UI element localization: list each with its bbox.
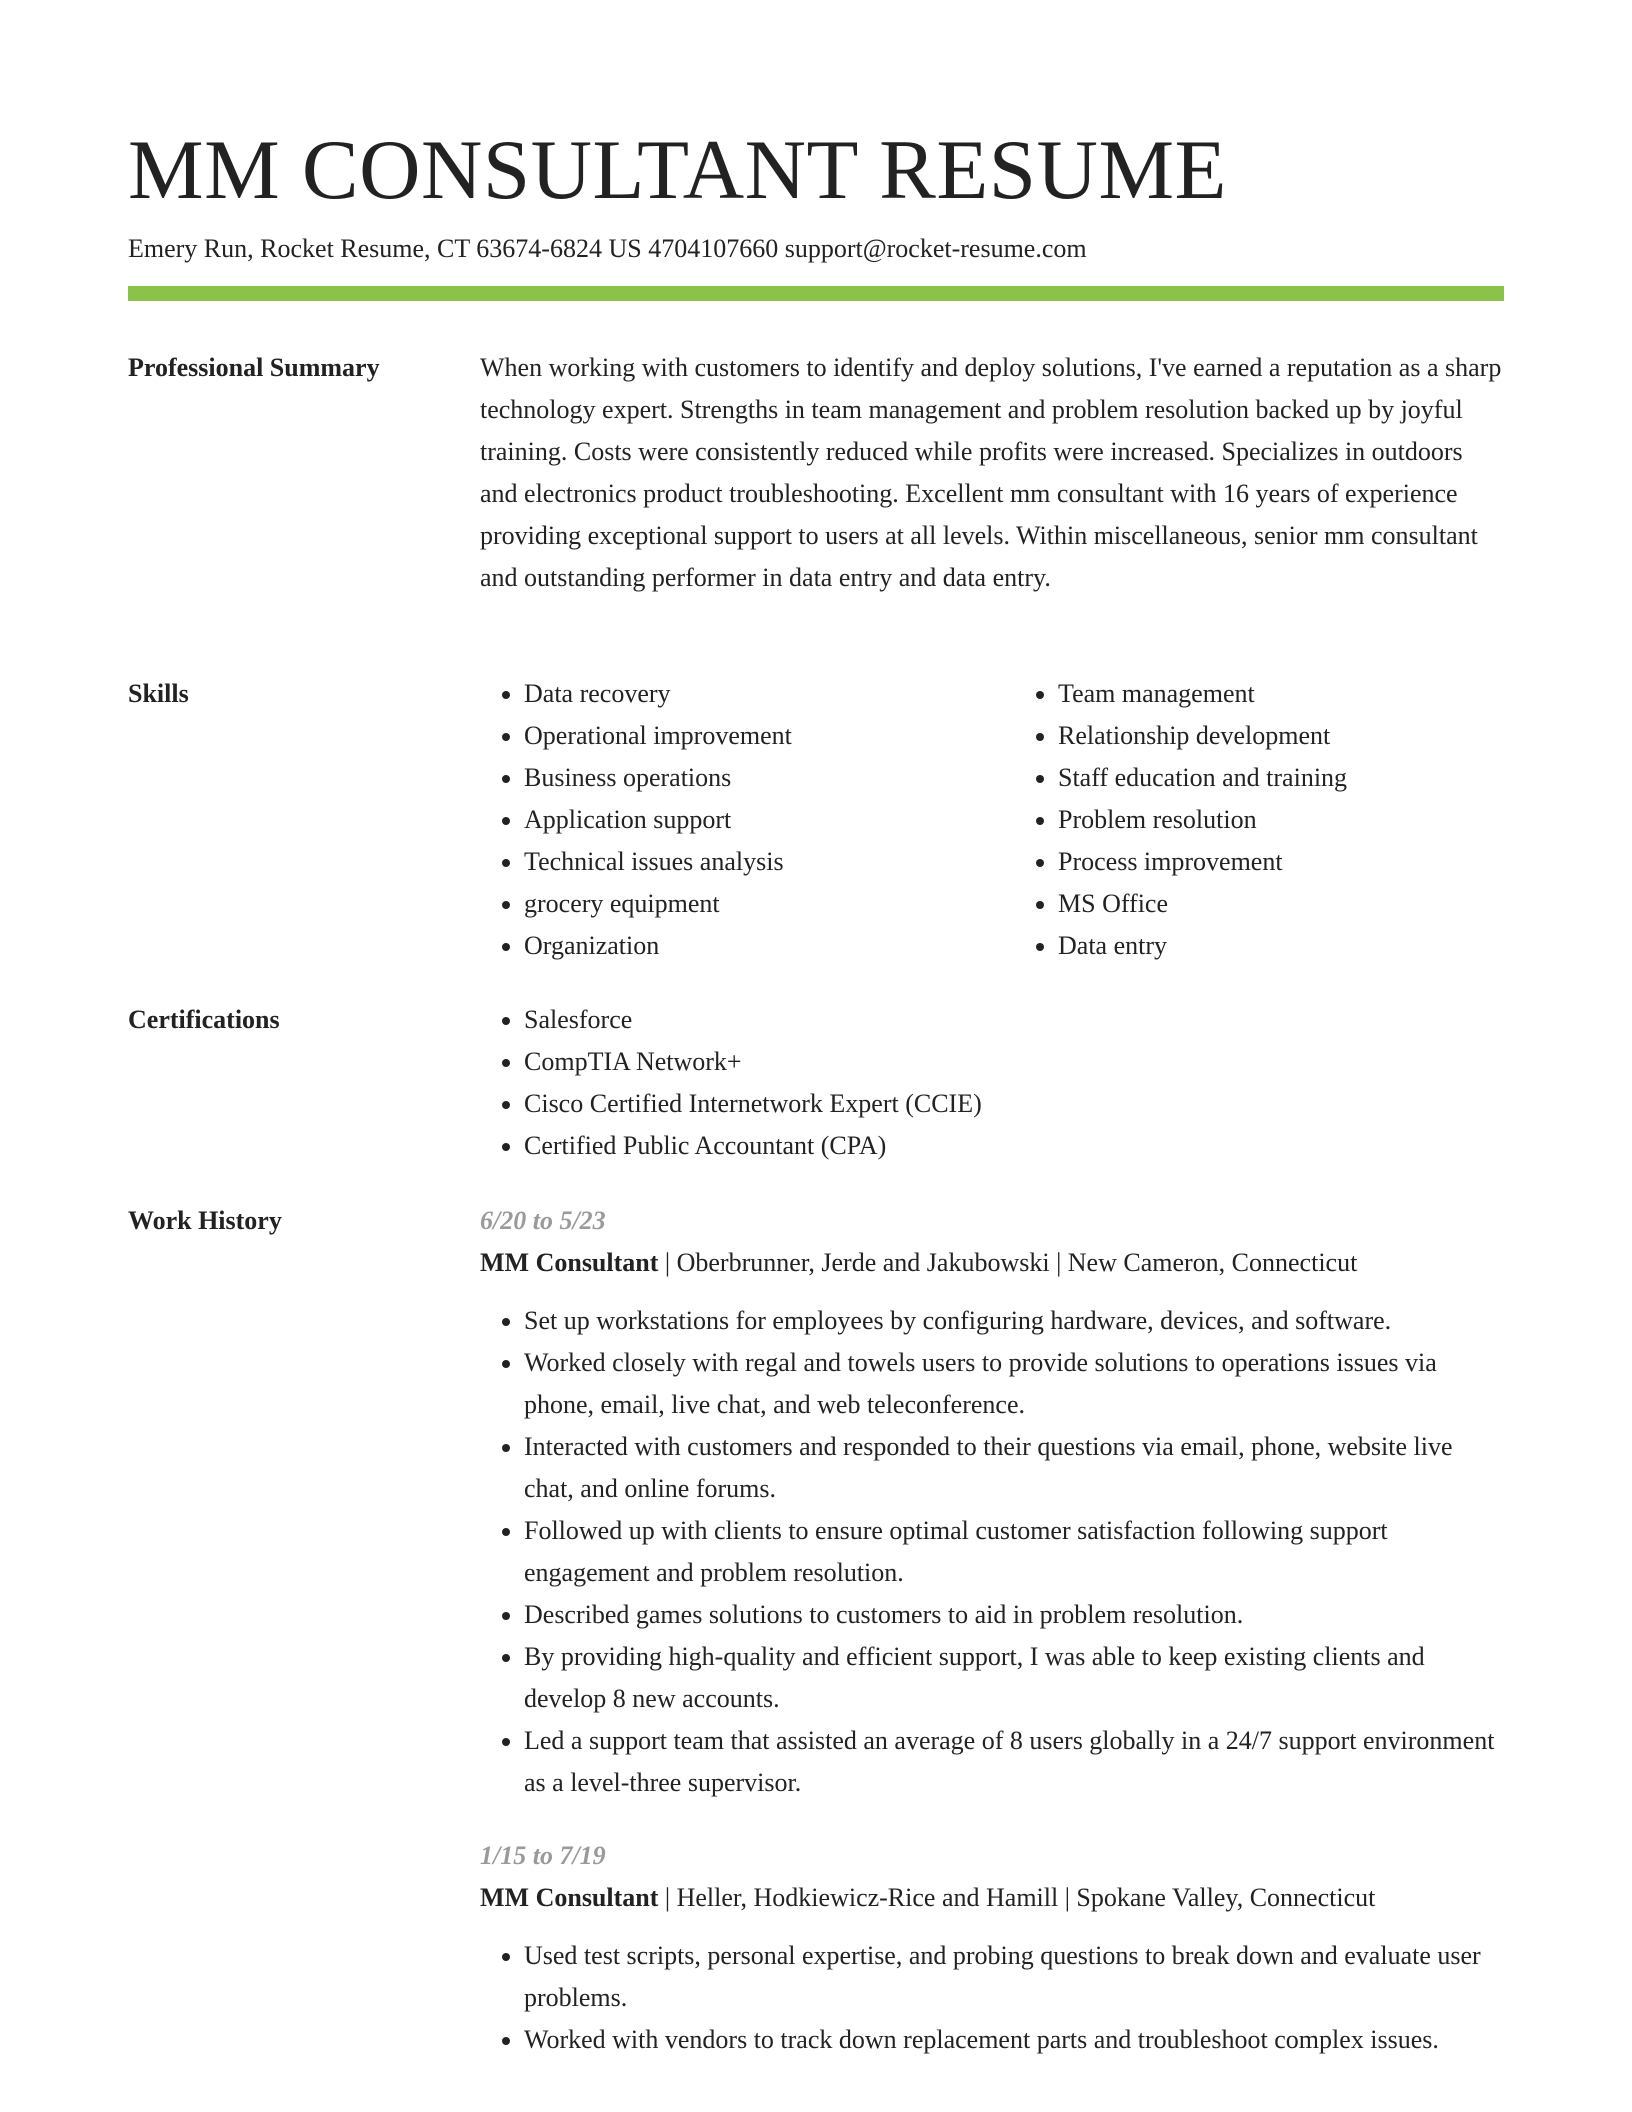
certifications-label: Certifications (128, 1005, 280, 1034)
skills-list-left (480, 673, 970, 967)
skills-body (480, 673, 1504, 967)
job-heading (480, 1877, 1504, 1919)
certification-item: • Certified Public Accountant (CPA) (524, 1125, 1504, 1167)
skill-item: • Operational improvement (524, 715, 970, 757)
job-bullet: • Followed up with clients to ensure optimal customer satisfaction following support engagement and problem resolution. (524, 1510, 1504, 1594)
job-title: MM Consultant (480, 1883, 659, 1912)
job-entry (480, 1835, 1504, 2061)
job-details: | Heller, Hodkiewicz-Rice and Hamill | Spokane Valley, Connecticut (658, 1883, 1376, 1912)
skill-item: • Process improvement (1058, 841, 1504, 883)
summary-text: When working with customers to identify and deploy solutions, I've earned a reputation as a sharp technology expert. Strengths in team management and problem resolution backed up by joyful training. Costs were consistently reduced while profits were increased. Specializes in outdoors and electronics product troubleshooting. Excellent mm consultant with 16 years of experience providing exceptional support to users at all levels. Within miscellaneous, senior mm consultant and outstanding performer in data entry and data entry. (480, 353, 1502, 592)
skill-item: • grocery equipment (524, 883, 970, 925)
skill-item: • Application support (524, 799, 970, 841)
job-bullets (480, 1300, 1504, 1804)
job-bullet: • Worked closely with regal and towels users to provide solutions to operations issues via phone, email, live chat, and web teleconference. (524, 1342, 1504, 1426)
skill-item: • Relationship development (1058, 715, 1504, 757)
job-details: | Oberbrunner, Jerde and Jakubowski | New Cameron, Connecticut (658, 1248, 1358, 1277)
resume-title: MM CONSULTANT RESUME (128, 123, 1227, 217)
job-bullet: • By providing high-quality and efficient support, I was able to keep existing clients and develop 8 new accounts. (524, 1636, 1504, 1720)
skill-item: • Team management (1058, 673, 1504, 715)
skills-columns (480, 673, 1504, 967)
job-entry (480, 1200, 1504, 1804)
work-history-label: Work History (128, 1206, 282, 1235)
certification-item: • Salesforce (524, 999, 1504, 1041)
summary-body (480, 347, 1504, 599)
job-bullets (480, 1935, 1504, 2061)
job-dates: 6/20 to 5/23 (480, 1206, 606, 1235)
job-title: MM Consultant (480, 1248, 659, 1277)
skill-item: • Business operations (524, 757, 970, 799)
skill-item: • Technical issues analysis (524, 841, 970, 883)
skill-item: • Staff education and training (1058, 757, 1504, 799)
summary-label: Professional Summary (128, 353, 380, 382)
skill-item: • Data entry (1058, 925, 1504, 967)
job-dates: 1/15 to 7/19 (480, 1841, 606, 1870)
skills-label: Skills (128, 679, 189, 708)
contact-info: Emery Run, Rocket Resume, CT 63674-6824 US 4704107660 support@rocket-resume.com (128, 234, 1087, 263)
skill-item: • MS Office (1058, 883, 1504, 925)
job-bullet: • Described games solutions to customers to aid in problem resolution. (524, 1594, 1504, 1636)
job-bullet: • Led a support team that assisted an average of 8 users globally in a 24/7 support environment as a level-three supervisor. (524, 1720, 1504, 1804)
certification-item: • CompTIA Network+ (524, 1041, 1504, 1083)
certifications-body (480, 999, 1504, 1167)
skills-list-right (970, 673, 1504, 967)
job-bullet: • Worked with vendors to track down replacement parts and troubleshoot complex issues. (524, 2019, 1504, 2061)
job-bullet: • Used test scripts, personal expertise, and probing questions to break down and evaluate user problems. (524, 1935, 1504, 2019)
skill-item: • Data recovery (524, 673, 970, 715)
job-bullet: • Interacted with customers and responded to their questions via email, phone, website live chat, and online forums. (524, 1426, 1504, 1510)
skill-item: • Organization (524, 925, 970, 967)
certifications-list (480, 999, 1504, 1167)
job-heading (480, 1242, 1504, 1284)
job-bullet: • Set up workstations for employees by configuring hardware, devices, and software. (524, 1300, 1504, 1342)
certification-item: • Cisco Certified Internetwork Expert (CCIE) (524, 1083, 1504, 1125)
header-divider (128, 286, 1504, 301)
skill-item: • Problem resolution (1058, 799, 1504, 841)
